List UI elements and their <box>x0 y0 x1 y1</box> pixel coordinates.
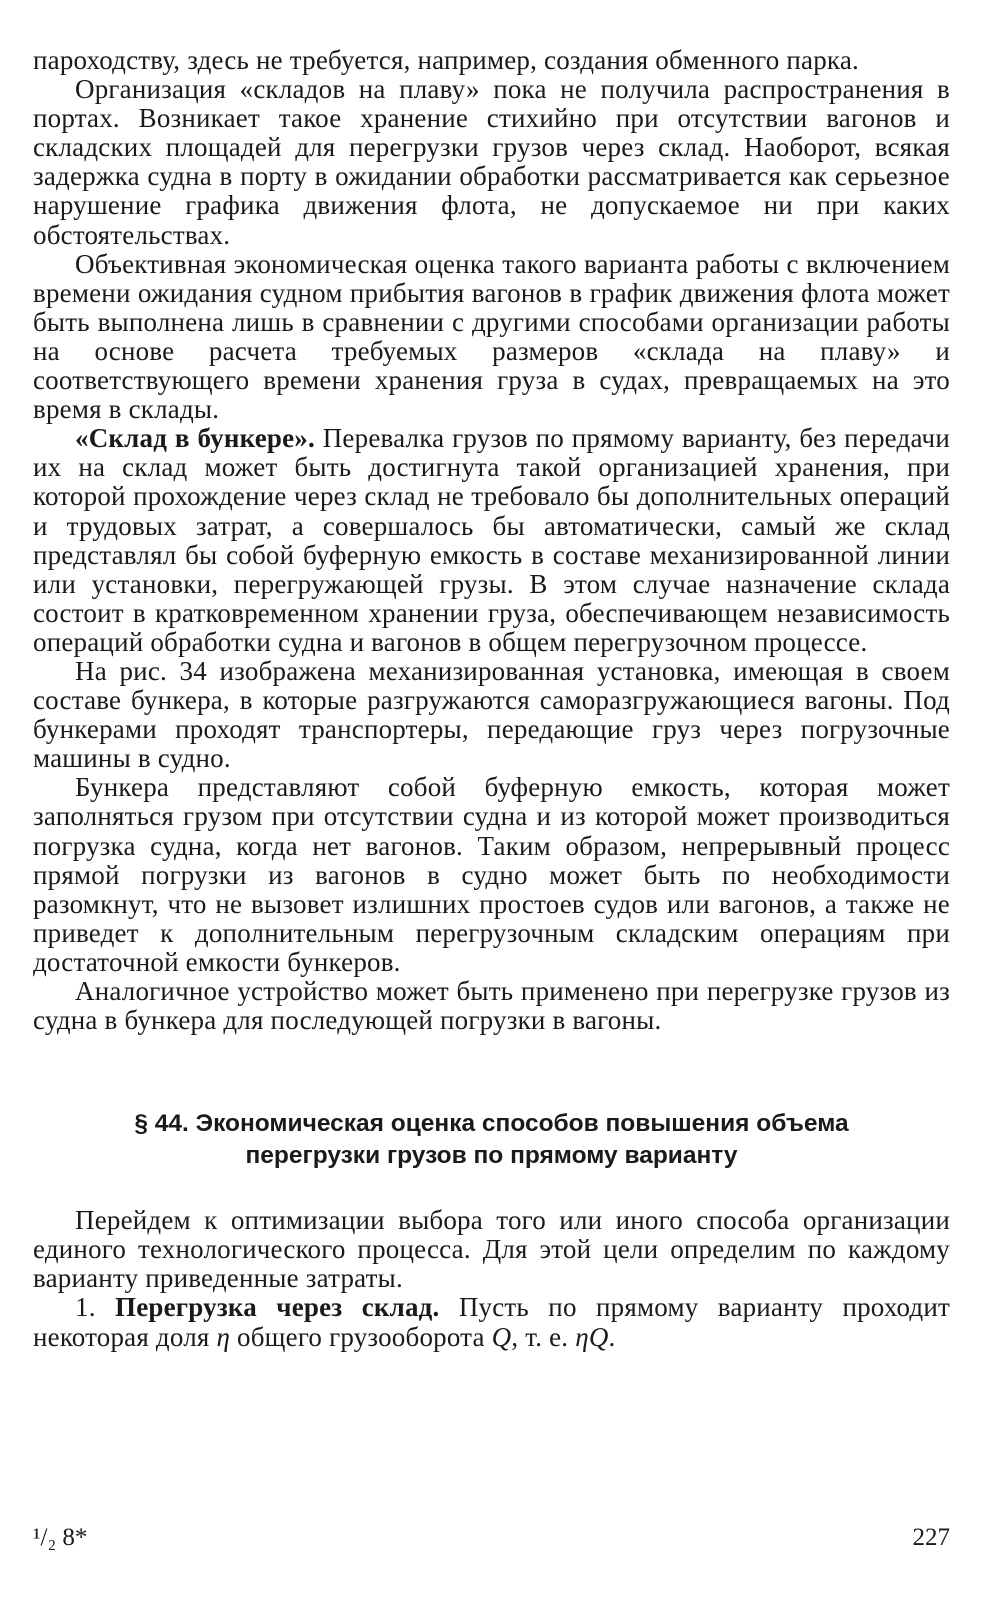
paragraph-6-text: Бункера представляют собой буферную емкость, которая может заполняться грузом при отсутствии судна и из которой может производиться погрузка судна, когда нет вагонов. Таким образом, непрерывный процесс прямой погрузки из вагонов в судно может быть по необходимости разомкнут, что не вызовет излишних простоев судов или вагонов, а также не приведет к дополнительным перегрузочным складским операциям при достаточной емкости бункеров. <box>33 772 950 977</box>
item-text-b: общего грузооборота <box>230 1321 492 1352</box>
section-heading-line-2: перегрузки грузов по прямому варианту <box>245 1142 738 1170</box>
paragraph-1-text: пароходству, здесь не требуется, например, создания обменного парка. <box>33 45 859 75</box>
item-text-c: , т. е. <box>511 1321 576 1352</box>
item-lead: Перегрузка через склад. <box>115 1292 440 1323</box>
paragraph-4 <box>33 424 950 657</box>
paragraph-3 <box>33 250 950 425</box>
section-intro-text: Перейдем к оптимизации выбора того или иного способа организации единого технологического процесса. Для этой цели определим по каждому варианту приведенные затраты. <box>33 1205 950 1294</box>
item-text-a: Пусть по прямому варианту проходит некоторая доля <box>33 1292 951 1352</box>
paragraph-1 <box>33 46 950 75</box>
paragraph-7 <box>33 977 950 1035</box>
body-text <box>33 46 950 1035</box>
page-content <box>33 46 950 1352</box>
section-intro <box>33 1206 950 1293</box>
paragraph-3-text: Объективная экономическая оценка такого варианта работы с включением времени ожидания судном прибытия вагонов в график движения флота может быть выполнена лишь в сравнении с другими способами организации работы на основе расчета требуемых размеров «склада на плаву» и соответствующего времени хранения груза в судах, превращаемых на это время в склады. <box>33 248 950 425</box>
page-footer <box>33 1524 950 1556</box>
paragraph-5-text: На рис. 34 изображена механизированная установка, имеющая в своем составе бункера, в которые разгружаются саморазгружающиеся вагоны. Под бункерами проходят транспортеры, передающие груз через погрузочные машины в судно. <box>33 655 950 774</box>
section-item-1 <box>33 1293 950 1351</box>
item-text-d: . <box>608 1321 616 1352</box>
section-heading-line-1: § 44. Экономическая оценка способов повышения объема <box>134 1110 849 1138</box>
signature-mark: ¹/₂ 8* <box>33 1524 88 1551</box>
item-number: 1. <box>75 1292 96 1323</box>
paragraph-6 <box>33 773 950 977</box>
expr-eta-q: ηQ <box>575 1321 609 1352</box>
section-heading <box>33 1108 950 1172</box>
paragraph-4-text: Перевалка грузов по прямому варианту, без передачи их на склад может быть достигнута такой организацией хранения, при которой прохождение через склад не требовало бы дополнительных операций и трудовых затрат, а совершалось бы автоматически, самый же склад представлял бы собой буферную емкость в составе механизированной линии или установки, перегружающей грузы. В этом случае назначение склада состоит в кратковременном хранении груза, обеспечивающем независимость операций обработки судна и вагонов в общем перегрузочном процессе. <box>33 423 950 657</box>
paragraph-4-lead: «Склад в бункере». <box>75 423 315 454</box>
page-number: 227 <box>912 1524 950 1551</box>
paragraph-2-text: Организация «складов на плаву» пока не получила распространения в портах. Возникает такое хранение стихийно при отсутствии вагонов и складских площадей для перегрузки грузов через склад. Наоборот, всякая задержка судна в порту в ожидании обработки рассматривается как серьезное нарушение графика движения флота, не допускаемое ни при каких обстоятельствах. <box>33 74 950 250</box>
symbol-eta: η <box>216 1321 231 1352</box>
section-body <box>33 1206 950 1351</box>
paragraph-2 <box>33 75 950 250</box>
paragraph-7-text: Аналогичное устройство может быть применено при перегрузке грузов из судна в бункера для последующей погрузки в вагоны. <box>33 976 950 1036</box>
paragraph-5 <box>33 657 950 773</box>
symbol-q: Q <box>491 1321 512 1352</box>
